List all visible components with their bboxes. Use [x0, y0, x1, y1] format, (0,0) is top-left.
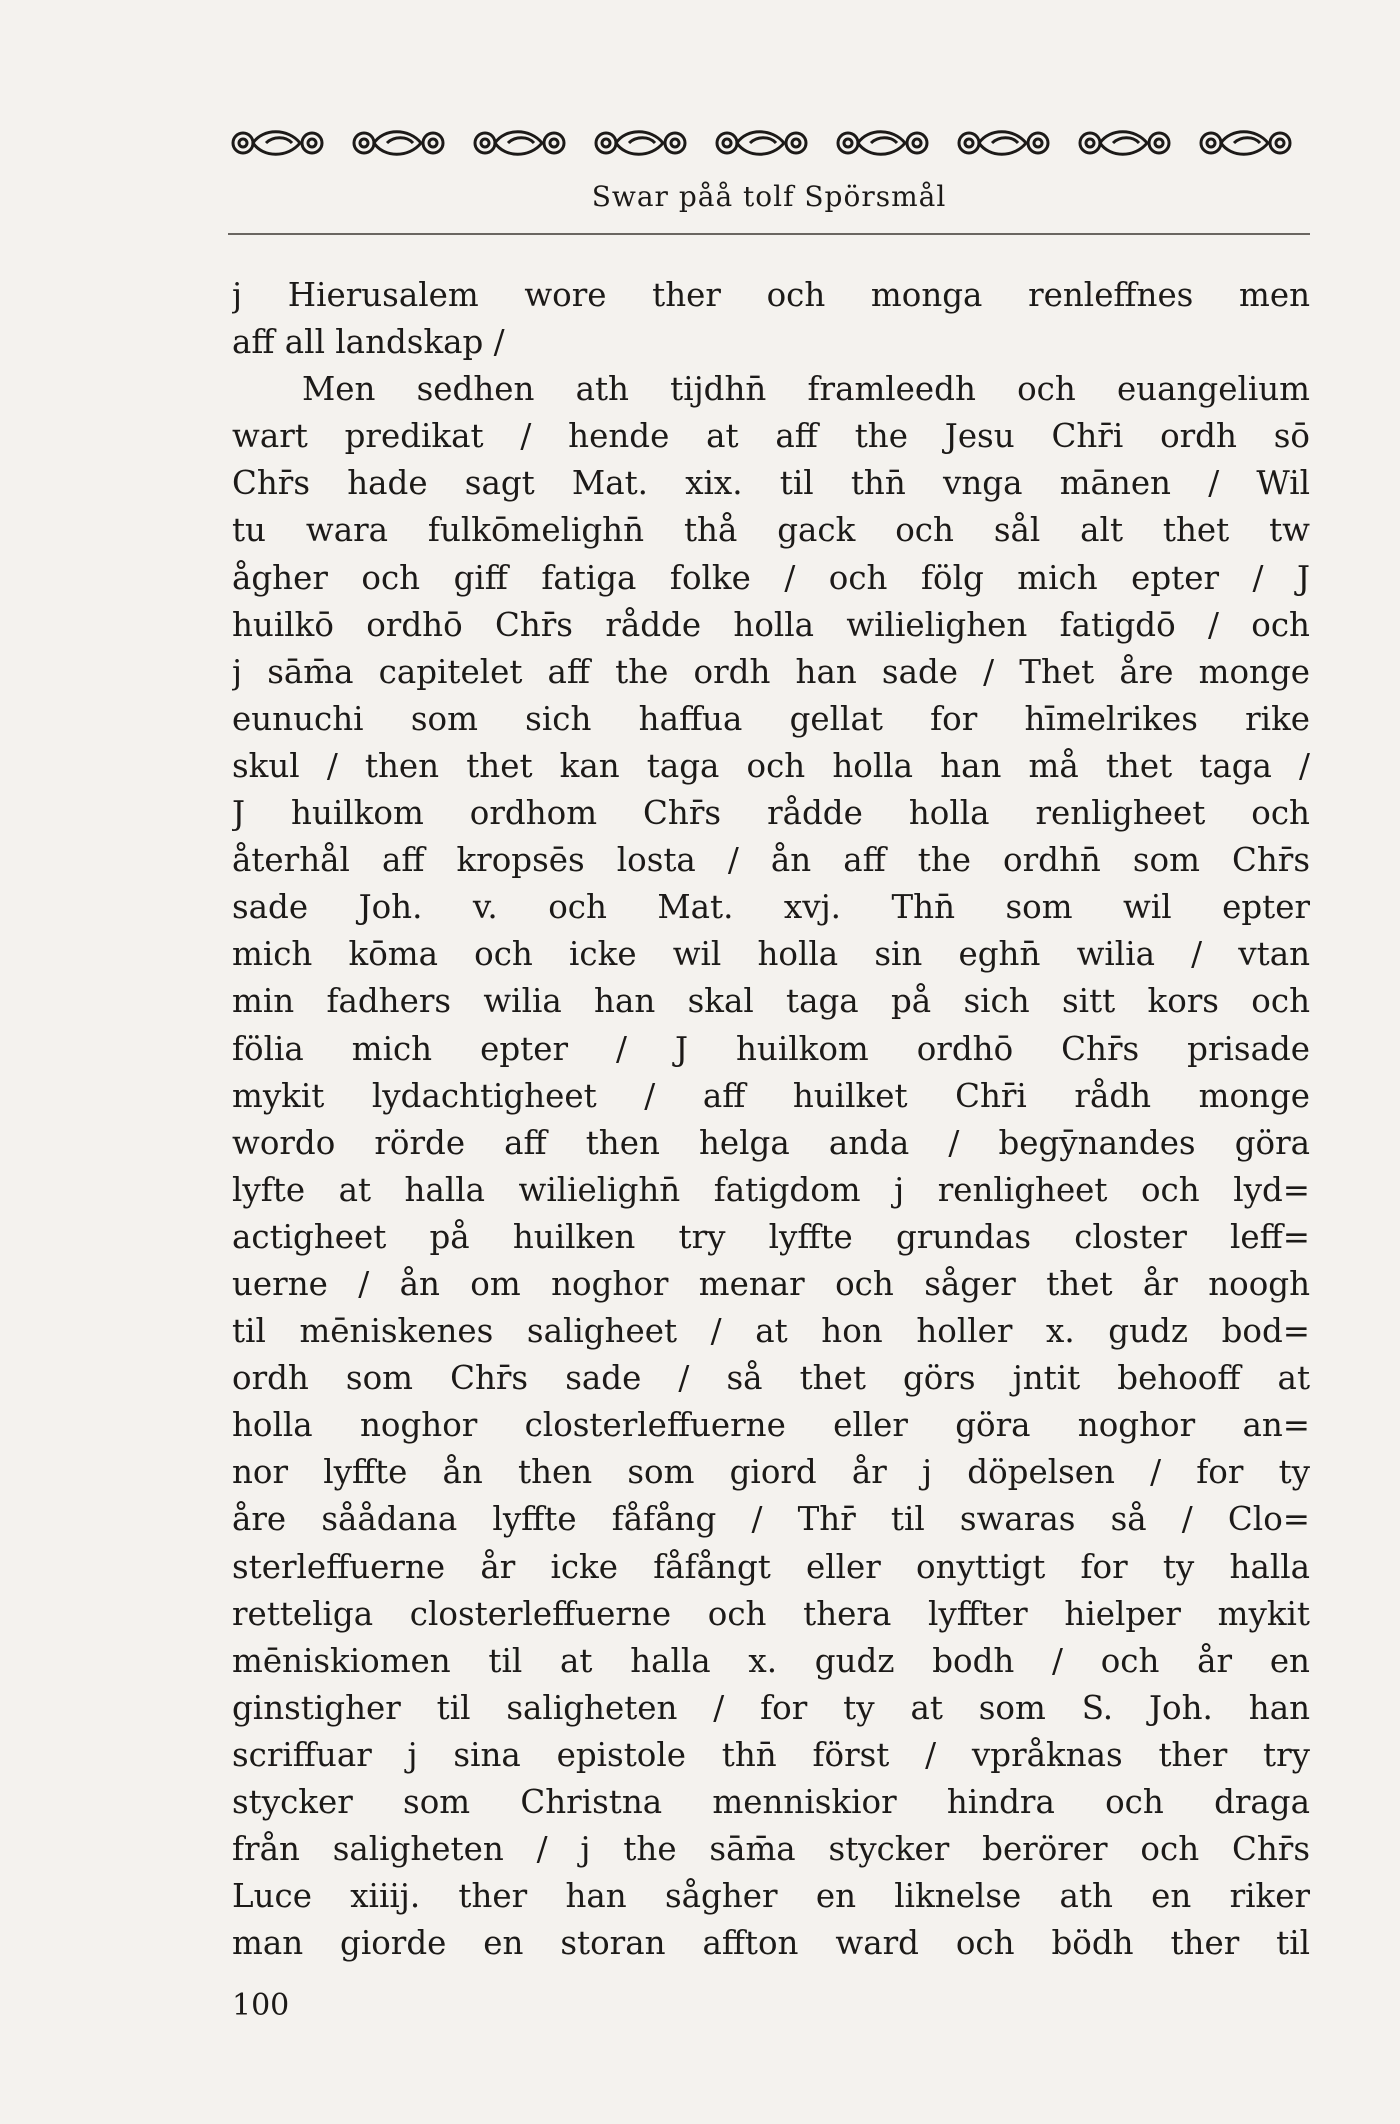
text-line: wordo rörde aff then helga anda / begȳnandes göra: [232, 1123, 1310, 1162]
text-line: actigheet på huilken try lyffte grundas closter leff=: [232, 1217, 1310, 1256]
text-line: ginstigher til saligheten / for ty at som S. Joh. han: [232, 1688, 1310, 1727]
text-line: Luce xiiij. ther han sågher en liknelse ath en riker: [232, 1877, 1310, 1916]
text-line: huilkō ordhō Chr̄s rådde holla wilielighen fatigdō / och: [232, 605, 1310, 644]
text-line: eunuchi som sich haffua gellat for hīmelrikes rike: [232, 699, 1310, 738]
text-line: mykit lydachtigheet / aff huilket Chr̄i rådh monge: [232, 1076, 1310, 1115]
text-line: Chr̄s hade sagt Mat. xix. til thn̄ vnga mānen / Wil: [232, 464, 1310, 503]
text-line: sterleffuerne år icke fåfångt eller onyttigt for ty halla: [232, 1547, 1310, 1586]
text-line: scriffuar j sina epistole thn̄ först / vpråknas ther try: [232, 1735, 1310, 1774]
text-line: sade Joh. v. och Mat. xvj. Thn̄ som wil epter: [232, 888, 1310, 927]
text-line: mēniskiomen til at halla x. gudz bodh / och år en: [232, 1641, 1310, 1680]
text-line: ordh som Chr̄s sade / så thet görs jntit behooff at: [232, 1359, 1310, 1398]
text-line: Men sedhen ath tijdhn̄ framleedh och euangelium: [302, 370, 1310, 409]
text-line: uerne / ån om noghor menar och såger thet år noogh: [232, 1264, 1310, 1303]
body-text: [232, 272, 1310, 1967]
text-line: J huilkom ordhom Chr̄s rådde holla renligheet och: [232, 794, 1310, 833]
text-line: åre såådana lyffte fåfång / Thr̄ til swaras så / Clo=: [232, 1500, 1310, 1539]
text-line: mich kōma och icke wil holla sin eghn̄ wilia / vtan: [232, 935, 1310, 974]
text-line: holla noghor closterleffuerne eller göra noghor an=: [232, 1406, 1310, 1445]
text-line: j Hierusalem wore ther och monga renleffnes men: [232, 276, 1310, 314]
text-line: wart predikat / hende at aff the Jesu Chr̄i ordh sō: [232, 417, 1310, 456]
text-line: aff all landskap /: [232, 323, 505, 362]
text-line: tu wara fulkōmelighn̄ thå gack och sål alt thet tw: [232, 511, 1310, 550]
text-line: stycker som Christna menniskior hindra och draga: [232, 1783, 1310, 1821]
text-line: man giorde en storan affton ward och bödh ther til: [232, 1924, 1310, 1963]
header-rule: [228, 233, 1310, 235]
text-line: min fadhers wilia han skal taga på sich sitt kors och: [232, 982, 1310, 1021]
text-line: nor lyffte ån then som giord år j döpelsen / for ty: [232, 1453, 1310, 1492]
text-line: j sām̄a capitelet aff the ordh han sade / Thet åre monge: [232, 652, 1310, 691]
page-number: 100: [232, 1988, 290, 2023]
text-line: retteliga closterleffuerne och thera lyffter hielper mykit: [232, 1594, 1310, 1633]
text-line: til mēniskenes saligheet / at hon holler x. gudz bod=: [232, 1312, 1310, 1351]
chain-link-ornament-icon: [228, 122, 1320, 164]
text-line: återhål aff kropsēs losta / ån aff the ordhn̄ som Chr̄s: [232, 841, 1310, 880]
running-head: Swar påå tolf Spörsmål: [591, 180, 947, 213]
text-line: ågher och giff fatiga folke / och fölg mich epter / J: [232, 558, 1310, 597]
text-line: lyfte at halla wilielighn̄ fatigdom j renligheet och lyd=: [232, 1170, 1310, 1209]
text-line: skul / then thet kan taga och holla han må thet taga /: [232, 746, 1310, 785]
text-line: från saligheten / j the sām̄a stycker berörer och Chr̄s: [232, 1830, 1310, 1869]
text-line: fölia mich epter / J huilkom ordhō Chr̄s prisade: [232, 1029, 1310, 1068]
